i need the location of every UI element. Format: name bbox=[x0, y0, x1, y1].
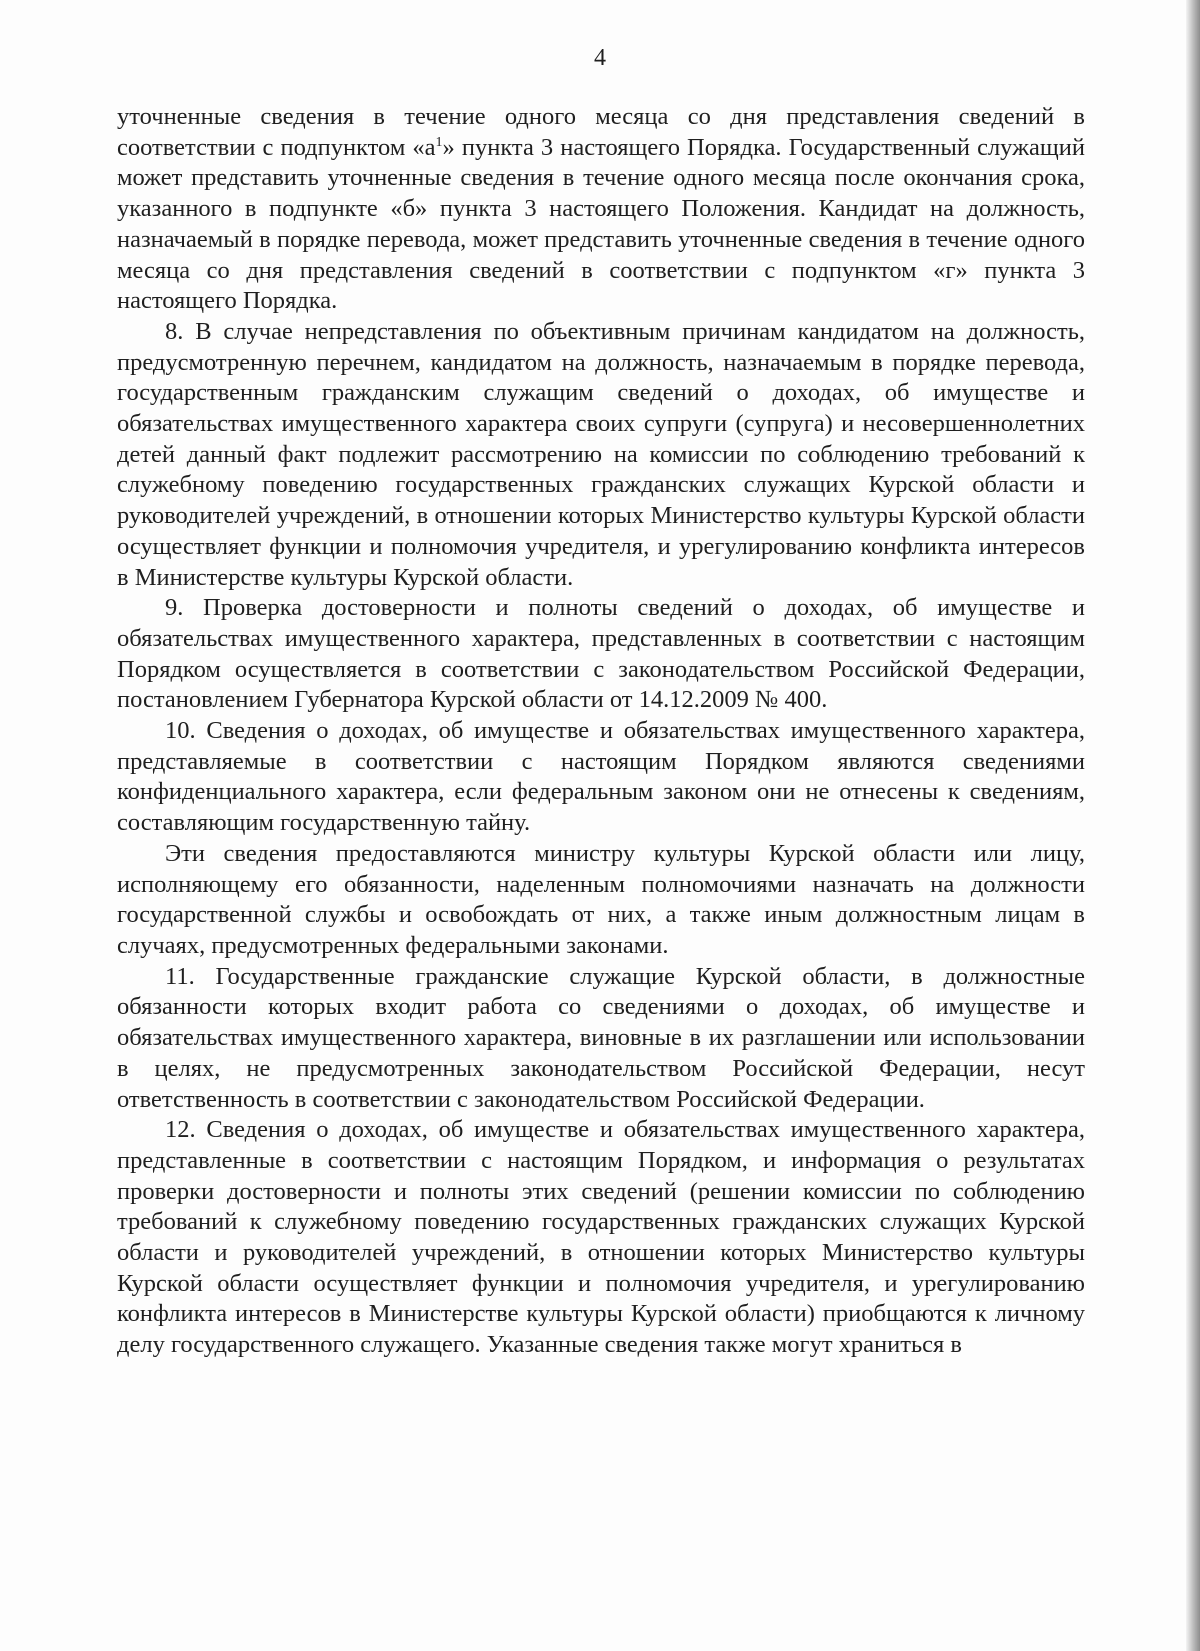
paragraph-8: 8. В случае непредставления по объективным причинам кандидатом на должность, предусмотренную перечнем, кандидатом на должность, назначаемым в порядке перевода, государственным гражданским служащим сведений о доходах, об имуществе и обязательствах имущественного характера своих супруги (супруга) и несовершеннолетних детей данный факт подлежит рассмотрению на комиссии по соблюдению требований к служебному поведению государственных гражданских служащих Курской области и руководителей учреждений, в отношении которых Министерство культуры Курской области осуществляет функции и полномочия учредителя, и урегулированию конфликта интересов в Министерстве культуры Курской области. bbox=[117, 317, 1085, 591]
paragraph-9: 9. Проверка достоверности и полноты сведений о доходах, об имуществе и обязательствах имущественного характера, представленных в соответствии с настоящим Порядком осуществляется в соответствии с законодательством Российской Федерации, постановлением Губернатора Курской области от 14.12.2009 № 400. bbox=[117, 594, 1085, 714]
paragraph-10: 10. Сведения о доходах, об имуществе и обязательствах имущественного характера, представляемые в соответствии с настоящим Порядком являются сведениями конфиденциального характера, если федеральным законом они не отнесены к сведениям, составляющим государственную тайну. bbox=[117, 717, 1085, 837]
paragraph-11: 11. Государственные гражданские служащие Курской области, в должностные обязанности которых входит работа со сведениями о доходах, об имуществе и обязательствах имущественного характера, виновные в их разглашении или использовании в целях, не предусмотренных законодательством Российской Федерации, несут ответственность в соответствии с законодательством Российской Федерации. bbox=[117, 962, 1085, 1113]
scan-edge-shadow bbox=[1186, 0, 1200, 1651]
paragraph-text: » пункта 3 настоящего Порядка. Государственный служащий может представить уточненные сведения в течение одного месяца после окончания срока, указанного в подпункте «б» пункта 3 настоящего Положения. Кандидат на должность, назначаемый в порядке перевода, может представить уточненные сведения в течение одного месяца со дня представления сведений в соответствии с подпунктом «г» пункта 3 настоящего Порядка. bbox=[117, 133, 1085, 315]
paragraph-10-continued: Эти сведения предоставляются министру культуры Курской области или лицу, исполняющему его обязанности, наделенным полномочиями назначать на должности государственной службы и освобождать от них, а также иным должностным лицам в случаях, предусмотренных федеральными законами. bbox=[117, 839, 1085, 959]
page-number: 4 bbox=[594, 45, 606, 71]
superscript: 1 bbox=[435, 134, 443, 150]
document-body bbox=[117, 102, 1085, 1361]
paragraph-12: 12. Сведения о доходах, об имуществе и обязательствах имущественного характера, представленные в соответствии с настоящим Порядком, и информация о результатах проверки достоверности и полноты этих сведений (решении комиссии по соблюдению требований к служебному поведению государственных гражданских служащих Курской области и руководителей учреждений, в отношении которых Министерство культуры Курской области осуществляет функции и полномочия учредителя, и урегулированию конфликта интересов в Министерстве культуры Курской области) приобщаются к личному делу государственного служащего. Указанные сведения также могут храниться в bbox=[117, 1116, 1085, 1359]
paragraph-text: уточненные сведения в течение одного месяца со дня представления сведений в соответствии с подпунктом «а bbox=[117, 103, 1085, 161]
paragraph-continuation bbox=[117, 102, 1085, 317]
